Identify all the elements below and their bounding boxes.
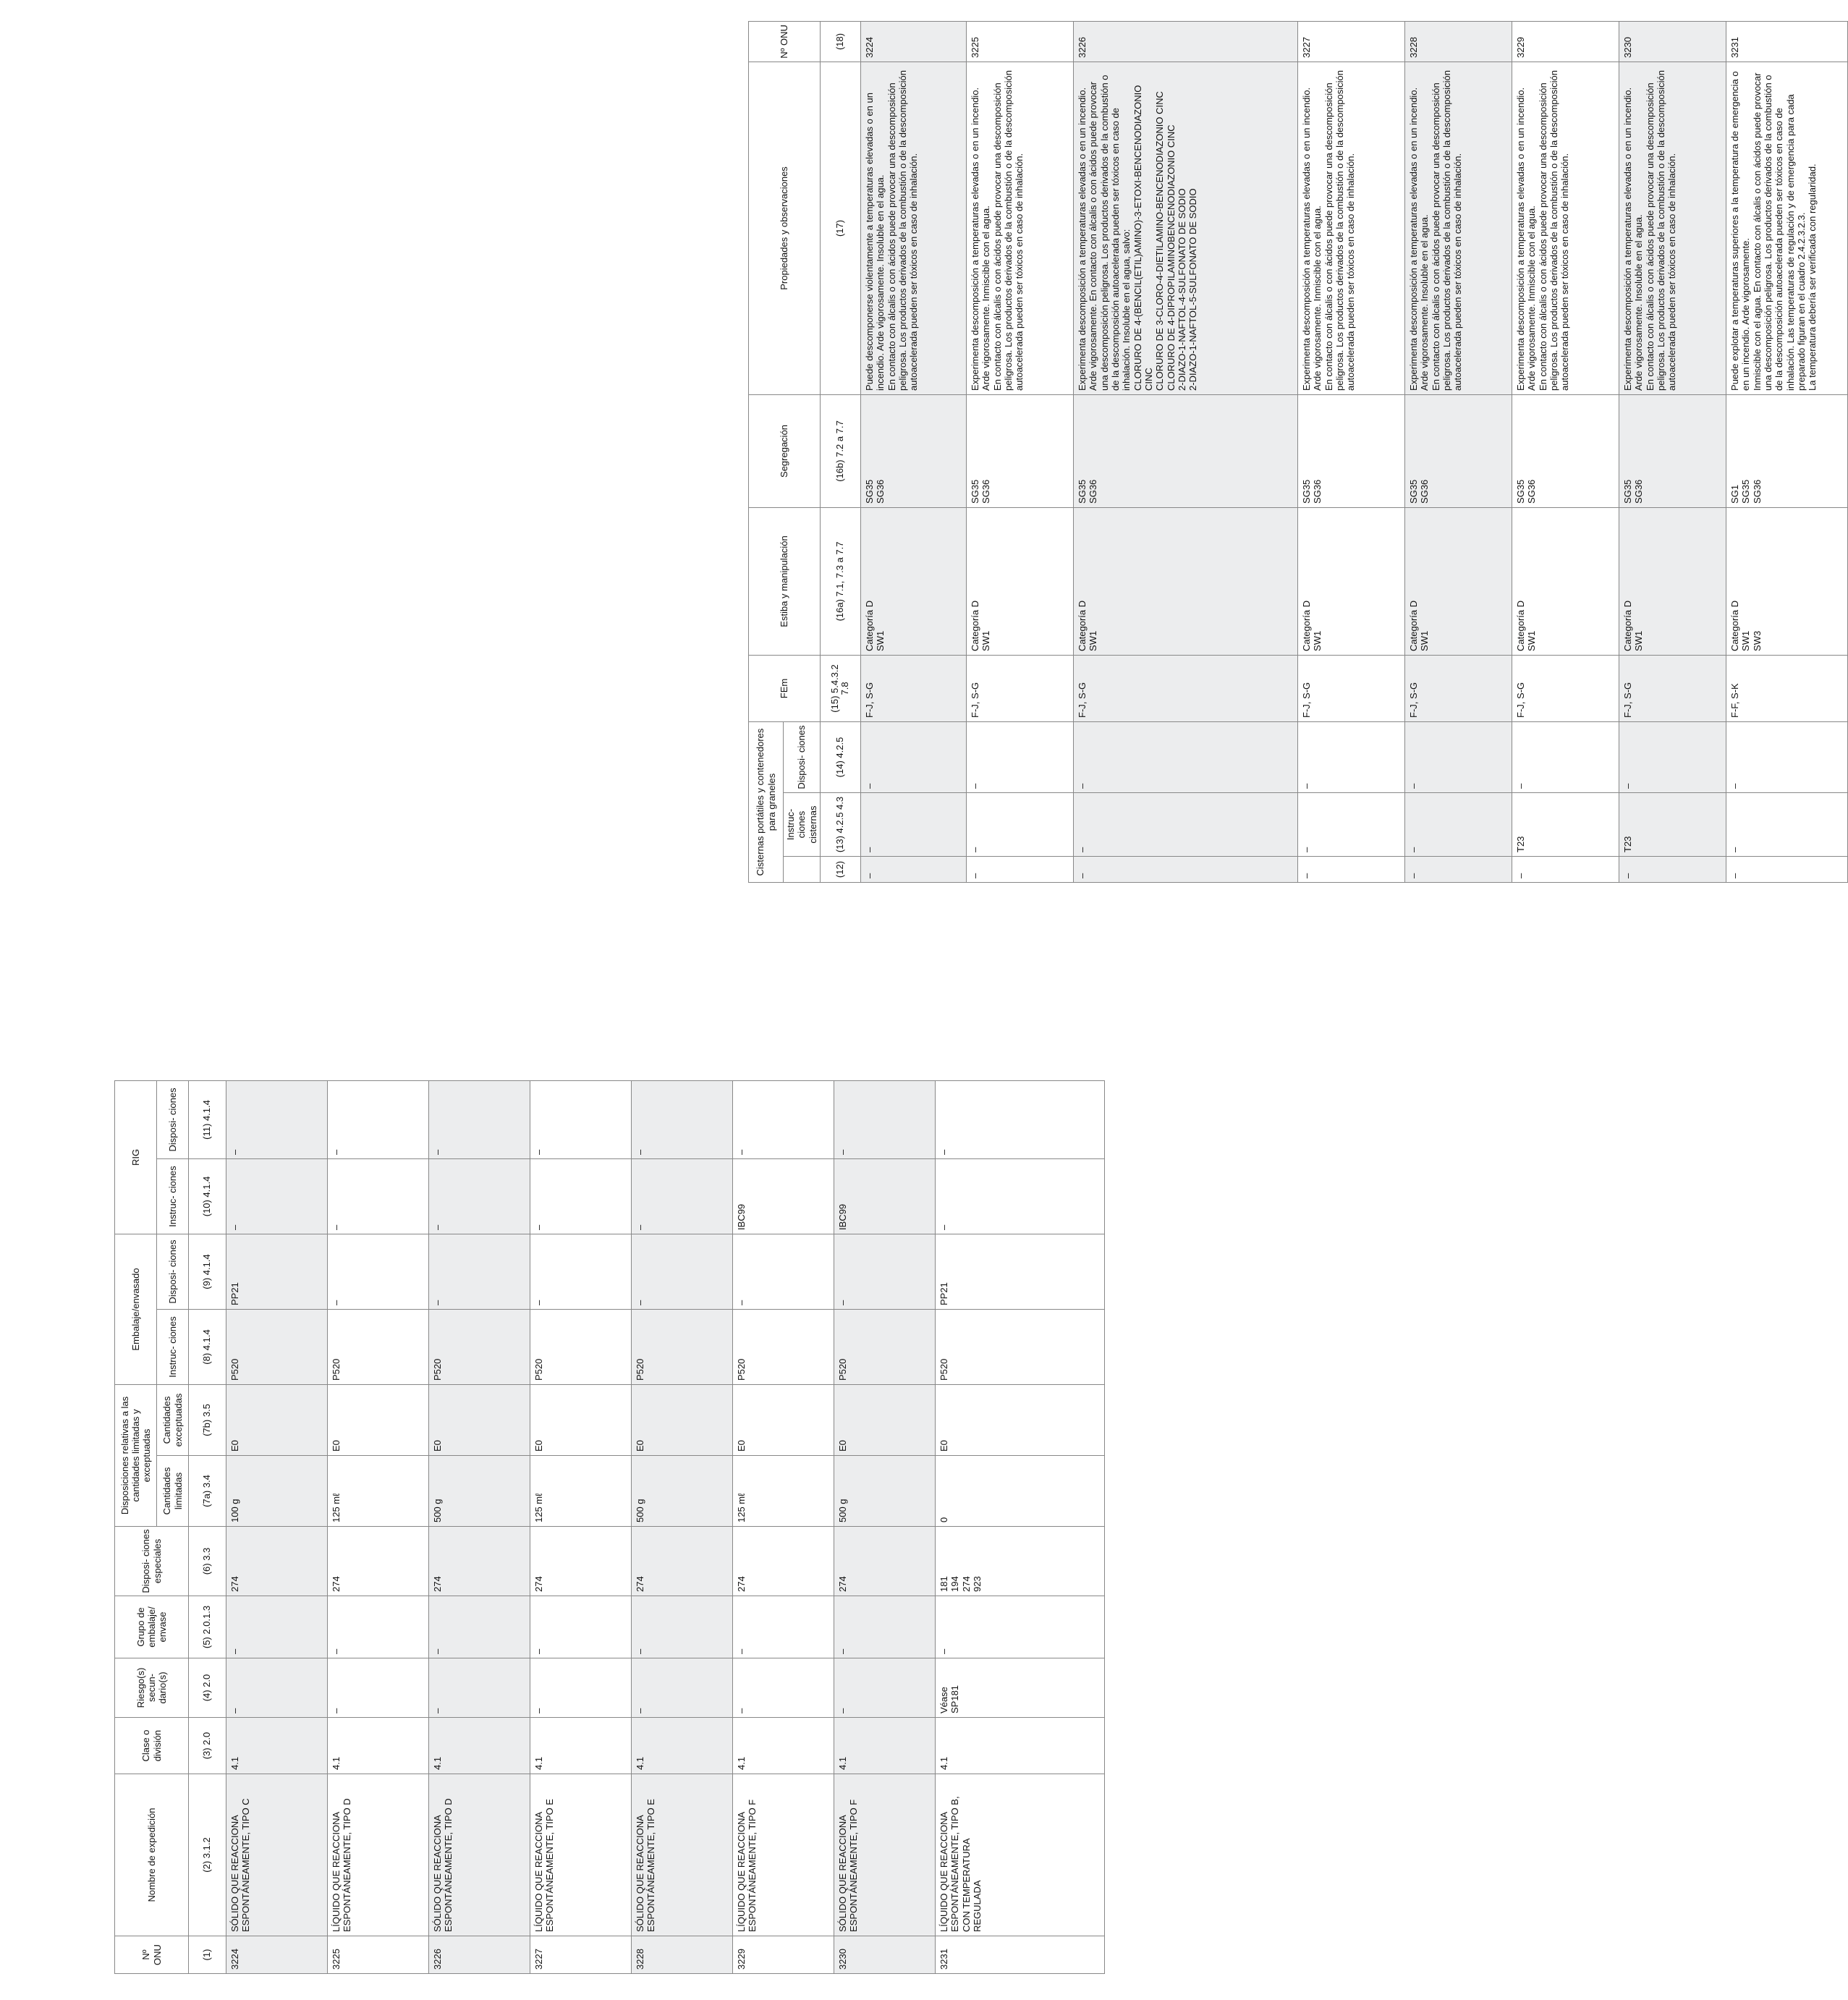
ref-18: (18)	[820, 21, 860, 62]
cell-packing-group: –	[530, 1596, 632, 1658]
ref-7a: (7a) 3.4	[189, 1456, 226, 1527]
table-row-left	[429, 1080, 530, 1973]
table-row-right	[1512, 21, 1619, 882]
cell-un-no-right: 3227	[1297, 21, 1404, 62]
cell-packing-group: –	[936, 1596, 1105, 1658]
ref-13: (13) 4.2.5 4.3	[820, 793, 860, 857]
cell-un-no-right: 3230	[1619, 21, 1726, 62]
ref-17: (17)	[820, 62, 860, 394]
cell-un-no: 3228	[632, 1936, 733, 1974]
cell-packaging-instruction: P520	[733, 1309, 834, 1384]
cell-tank-instruction: T23	[1619, 793, 1726, 857]
table-row-left	[226, 1080, 328, 1973]
header-segregation: Segregación	[749, 394, 821, 507]
cell-tank-provision: –	[1297, 721, 1404, 792]
header-un-no: Nº ONU	[115, 1936, 189, 1974]
cell-packaging-provision: PP21	[226, 1234, 328, 1309]
cell-segregation: SG35 SG36	[1619, 394, 1726, 507]
cell-subsidiary-risk: –	[429, 1658, 530, 1718]
header-packaging-instructions: Instruc- ciones	[157, 1309, 189, 1384]
ref-12: (12)	[820, 857, 860, 883]
cell-subsidiary-risk: Véase SP181	[936, 1658, 1105, 1718]
cell-ibc-provision: –	[733, 1080, 834, 1158]
cell-ems: F-J, S-G	[1404, 655, 1512, 721]
ref-5: (5) 2.0.1.3	[189, 1596, 226, 1658]
cell-un-no: 3226	[429, 1936, 530, 1974]
table-row-left	[632, 1080, 733, 1973]
cell-packaging-instruction: P520	[632, 1309, 733, 1384]
cell-tank-provision: –	[1073, 721, 1297, 792]
ref-1: (1)	[189, 1936, 226, 1974]
cell-limited-quantity: 500 g	[429, 1456, 530, 1527]
cell-tank-instruction: –	[1297, 793, 1404, 857]
cell-stowage: Categoría D SW1	[1619, 507, 1726, 655]
cell-class: 4.1	[530, 1718, 632, 1774]
cell-properties: Experimenta descomposición a temperaturas elevadas o en un incendio. Arde vigorosamente. Insoluble en el agua. En contacto con álcalis o con ácidos puede provocar una descomposición peligrosa. Los productos derivados de la combustión o de la descomposición autoacelerada pueden ser tóxicos en caso de inhalación.	[1619, 62, 1726, 394]
ref-10: (10) 4.1.4	[189, 1158, 226, 1234]
cell-segregation: SG35 SG36	[966, 394, 1073, 507]
cell-shipping-name: SÓLIDO QUE REACCIONA ESPONTÁNEAMENTE, TIPO C	[226, 1774, 328, 1936]
cell-ibc-instruction: –	[530, 1158, 632, 1234]
header-packing-group: Grupo de embalaje/ envase	[115, 1596, 189, 1658]
cell-stowage: Categoría D SW1	[1404, 507, 1512, 655]
header-tank-provisions: Disposi- ciones	[784, 721, 821, 792]
header-ibc: RIG	[115, 1080, 157, 1234]
cell-tank-instruction: –	[1726, 793, 1847, 857]
cell-excepted-quantity: E0	[226, 1384, 328, 1455]
cell-packing-group: –	[328, 1596, 429, 1658]
cell-un-no: 3225	[328, 1936, 429, 1974]
cell-class: 4.1	[226, 1718, 328, 1774]
cell-ibc-provision: –	[429, 1080, 530, 1158]
cell-excepted-quantity: E0	[429, 1384, 530, 1455]
cell-special-provisions: 274	[226, 1527, 328, 1596]
cell-excepted-quantity: E0	[530, 1384, 632, 1455]
cell-subsidiary-risk: –	[328, 1658, 429, 1718]
table-row-right	[860, 21, 966, 882]
cell-packing-group: –	[632, 1596, 733, 1658]
cell-packaging-instruction: P520	[936, 1309, 1105, 1384]
header-packaging: Embalaje/envasado	[115, 1234, 157, 1384]
cell-col-12: –	[1404, 857, 1512, 883]
header-excepted-quantities: Cantidades exceptuadas	[157, 1384, 189, 1455]
cell-col-12: –	[1297, 857, 1404, 883]
cell-ibc-instruction: –	[328, 1158, 429, 1234]
cell-ibc-instruction: –	[936, 1158, 1105, 1234]
cell-excepted-quantity: E0	[834, 1384, 936, 1455]
cell-ems: F-J, S-G	[860, 655, 966, 721]
cell-limited-quantity: 500 g	[632, 1456, 733, 1527]
cell-ems: F-J, S-G	[966, 655, 1073, 721]
cell-ibc-provision: –	[632, 1080, 733, 1158]
cell-ibc-instruction: IBC99	[834, 1158, 936, 1234]
header-limited-quantities: Cantidades limitadas	[157, 1456, 189, 1527]
ref-16b: (16b) 7.2 a 7.7	[820, 394, 860, 507]
cell-ems: F-F, S-K	[1726, 655, 1847, 721]
cell-packaging-instruction: P520	[834, 1309, 936, 1384]
cell-packing-group: –	[429, 1596, 530, 1658]
cell-un-no-right: 3226	[1073, 21, 1297, 62]
header-tank-blank	[784, 857, 821, 883]
cell-limited-quantity: 125 mℓ	[733, 1456, 834, 1527]
cell-packaging-instruction: P520	[429, 1309, 530, 1384]
cell-packing-group: –	[226, 1596, 328, 1658]
ref-6: (6) 3.3	[189, 1527, 226, 1596]
cell-tank-provision: –	[1726, 721, 1847, 792]
table-row-left	[530, 1080, 632, 1973]
header-tank-instructions: Instruc- ciones cisternas	[784, 793, 821, 857]
cell-shipping-name: LÍQUIDO QUE REACCIONA ESPONTÁNEAMENTE, TIPO F	[733, 1774, 834, 1936]
cell-class: 4.1	[834, 1718, 936, 1774]
cell-limited-quantity: 500 g	[834, 1456, 936, 1527]
cell-stowage: Categoría D SW1	[1073, 507, 1297, 655]
cell-packing-group: –	[834, 1596, 936, 1658]
table-row-left	[834, 1080, 936, 1973]
cell-un-no-right: 3228	[1404, 21, 1512, 62]
cell-ibc-provision: –	[530, 1080, 632, 1158]
cell-shipping-name: LÍQUIDO QUE REACCIONA ESPONTÁNEAMENTE, TIPO E	[530, 1774, 632, 1936]
dangerous-goods-list-right	[748, 21, 1848, 883]
cell-ibc-provision: –	[834, 1080, 936, 1158]
cell-col-12: –	[1619, 857, 1726, 883]
cell-segregation: SG1 SG35 SG36	[1726, 394, 1847, 507]
ref-8: (8) 4.1.4	[189, 1309, 226, 1384]
cell-segregation: SG35 SG36	[1073, 394, 1297, 507]
cell-properties: Experimenta descomposición a temperaturas elevadas o en un incendio. Arde vigorosamente. Inmiscible con el agua. En contacto con álcalis o con ácidos puede provocar una descomposición peligrosa. Los productos derivados de la combustión o de la descomposición autoacelerada pueden ser tóxicos en caso de inhalación.	[1297, 62, 1404, 394]
dangerous-goods-list-left	[114, 1080, 1105, 1974]
cell-ems: F-J, S-G	[1619, 655, 1726, 721]
cell-packaging-provision: –	[733, 1234, 834, 1309]
cell-shipping-name: SÓLIDO QUE REACCIONA ESPONTÁNEAMENTE, TIPO E	[632, 1774, 733, 1936]
header-ibc-instructions: Instruc- ciones	[157, 1158, 189, 1234]
cell-subsidiary-risk: –	[632, 1658, 733, 1718]
cell-subsidiary-risk: –	[834, 1658, 936, 1718]
table-row-right	[1619, 21, 1726, 882]
ref-15: (15) 5.4.3.2 7.8	[820, 655, 860, 721]
header-ibc-provisions: Disposi- ciones	[157, 1080, 189, 1158]
cell-shipping-name: SÓLIDO QUE REACCIONA ESPONTÁNEAMENTE, TIPO F	[834, 1774, 936, 1936]
cell-limited-quantity: 125 mℓ	[530, 1456, 632, 1527]
cell-segregation: SG35 SG36	[860, 394, 966, 507]
cell-special-provisions: 181 194 274 923	[936, 1527, 1105, 1596]
cell-ibc-provision: –	[328, 1080, 429, 1158]
cell-excepted-quantity: E0	[733, 1384, 834, 1455]
cell-tank-instruction: –	[1404, 793, 1512, 857]
cell-un-no: 3224	[226, 1936, 328, 1974]
header-un-no-right: Nº ONU	[749, 21, 821, 62]
cell-limited-quantity: 125 mℓ	[328, 1456, 429, 1527]
cell-ems: F-J, S-G	[1512, 655, 1619, 721]
header-properties: Propiedades y observaciones	[749, 62, 821, 394]
header-subsidiary-risk: Riesgo(s) secun- dario(s)	[115, 1658, 189, 1718]
cell-properties: Experimenta descomposición a temperaturas elevadas o en un incendio. Arde vigorosamente. Inmiscible con el agua. En contacto con álcalis o con ácidos puede provocar una descomposición peligrosa. Los productos derivados de la combustión o de la descomposición autoacelerada pueden ser tóxicos en caso de inhalación.	[966, 62, 1073, 394]
cell-class: 4.1	[936, 1718, 1105, 1774]
table-row-right	[1297, 21, 1404, 882]
right-table-panel	[748, 22, 1818, 883]
ref-9: (9) 4.1.4	[189, 1234, 226, 1309]
table-row-left	[328, 1080, 429, 1973]
cell-tank-provision: –	[1404, 721, 1512, 792]
cell-stowage: Categoría D SW1 SW3	[1726, 507, 1847, 655]
cell-class: 4.1	[328, 1718, 429, 1774]
cell-packaging-instruction: P520	[328, 1309, 429, 1384]
cell-packaging-provision: PP21	[936, 1234, 1105, 1309]
header-tanks: Cisternas portátiles y contenedores para graneles	[749, 721, 784, 882]
cell-packaging-provision: –	[632, 1234, 733, 1309]
cell-class: 4.1	[733, 1718, 834, 1774]
cell-special-provisions: 274	[530, 1527, 632, 1596]
cell-un-no: 3229	[733, 1936, 834, 1974]
cell-properties: Puede descomponerse violentamente a temperaturas elevadas o en un incendio. Arde vigorosamente. Insoluble en el agua. En contacto con álcalis o con ácidos puede provocar una descomposición peligrosa. Los productos derivados de la combustión o de la descomposición autoacelerada pueden ser tóxicos en caso de inhalación.	[860, 62, 966, 394]
table-row-right	[1404, 21, 1512, 882]
cell-ibc-instruction: –	[429, 1158, 530, 1234]
cell-class: 4.1	[632, 1718, 733, 1774]
cell-class: 4.1	[429, 1718, 530, 1774]
cell-col-12: –	[1726, 857, 1847, 883]
cell-segregation: SG35 SG36	[1404, 394, 1512, 507]
ref-3: (3) 2.0	[189, 1718, 226, 1774]
table-row-right	[966, 21, 1073, 882]
cell-un-no-right: 3229	[1512, 21, 1619, 62]
cell-tank-provision: –	[966, 721, 1073, 792]
cell-un-no: 3231	[936, 1936, 1105, 1974]
cell-shipping-name: LÍQUIDO QUE REACCIONA ESPONTÁNEAMENTE, TIPO B, CON TEMPERATURA REGULADA	[936, 1774, 1105, 1936]
cell-ibc-instruction: –	[632, 1158, 733, 1234]
cell-special-provisions: 274	[429, 1527, 530, 1596]
cell-excepted-quantity: E0	[632, 1384, 733, 1455]
cell-segregation: SG35 SG36	[1297, 394, 1404, 507]
cell-properties: Experimenta descomposición a temperaturas elevadas o en un incendio. Arde vigorosamente. En contacto con álcalis o con ácidos puede provocar una descomposición peligrosa. Los productos derivados de la combustión o de la descomposición autoacelerada pueden ser tóxicos en caso de inhalación. Insoluble en el agua, salvo: CLORURO DE 4-(BENCIL(ETIL)AMINO)-3-ETOXI-BENCENODIAZONIO CINC CLORURO DE 3-CLORO-4-DIETILAMINO-BENCENODIAZONIO CINC CLORURO DE 4-DIPROPILAMINOBENCENODIAZONIO CINC 2-DIAZO-1-NAFTOL-4-SULFONATO DE SODIO 2-DIAZO-1-NAFTOL-5-SULFONATO DE SODIO	[1073, 62, 1297, 394]
ref-4: (4) 2.0	[189, 1658, 226, 1718]
cell-limited-quantity: 100 g	[226, 1456, 328, 1527]
cell-tank-provision: –	[1619, 721, 1726, 792]
cell-un-no-right: 3225	[966, 21, 1073, 62]
cell-un-no-right: 3224	[860, 21, 966, 62]
header-stowage: Estiba y manipulación	[749, 507, 821, 655]
cell-special-provisions: 274	[733, 1527, 834, 1596]
header-packaging-provisions: Disposi- ciones	[157, 1234, 189, 1309]
table-row-right	[1726, 21, 1847, 882]
cell-stowage: Categoría D SW1	[1297, 507, 1404, 655]
header-limited-excepted: Disposiciones relativas a las cantidades limitadas y exceptuadas	[115, 1384, 157, 1526]
cell-subsidiary-risk: –	[226, 1658, 328, 1718]
cell-properties: Experimenta descomposición a temperaturas elevadas o en un incendio. Arde vigorosamente. Insoluble en el agua. En contacto con álcalis o con ácidos puede provocar una descomposición peligrosa. Los productos derivados de la combustión o de la descomposición autoacelerada pueden ser tóxicos en caso de inhalación.	[1404, 62, 1512, 394]
header-ems: FEm	[749, 655, 821, 721]
cell-packing-group: –	[733, 1596, 834, 1658]
cell-col-12: –	[1512, 857, 1619, 883]
cell-tank-provision: –	[860, 721, 966, 792]
cell-ibc-instruction: –	[226, 1158, 328, 1234]
ref-16a: (16a) 7.1, 7.3 a 7.7	[820, 507, 860, 655]
cell-excepted-quantity: E0	[328, 1384, 429, 1455]
cell-ems: F-J, S-G	[1073, 655, 1297, 721]
header-class: Clase o división	[115, 1718, 189, 1774]
cell-packaging-provision: –	[429, 1234, 530, 1309]
cell-stowage: Categoría D SW1	[1512, 507, 1619, 655]
cell-stowage: Categoría D SW1	[966, 507, 1073, 655]
ref-14: (14) 4.2.5	[820, 721, 860, 792]
cell-col-12: –	[860, 857, 966, 883]
cell-excepted-quantity: E0	[936, 1384, 1105, 1455]
header-shipping-name: Nombre de expedición	[115, 1774, 189, 1936]
cell-col-12: –	[1073, 857, 1297, 883]
cell-col-12: –	[966, 857, 1073, 883]
cell-un-no: 3227	[530, 1936, 632, 1974]
table-row-right	[1073, 21, 1297, 882]
cell-tank-instruction: –	[1073, 793, 1297, 857]
cell-limited-quantity: 0	[936, 1456, 1105, 1527]
cell-packaging-instruction: P520	[530, 1309, 632, 1384]
cell-subsidiary-risk: –	[733, 1658, 834, 1718]
cell-shipping-name: SÓLIDO QUE REACCIONA ESPONTÁNEAMENTE, TIPO D	[429, 1774, 530, 1936]
header-special-provisions: Disposi- ciones especiales	[115, 1527, 189, 1596]
cell-ems: F-J, S-G	[1297, 655, 1404, 721]
cell-ibc-provision: –	[226, 1080, 328, 1158]
ref-2: (2) 3.1.2	[189, 1774, 226, 1936]
table-row-left	[936, 1080, 1105, 1973]
cell-special-provisions: 274	[834, 1527, 936, 1596]
cell-segregation: SG35 SG36	[1512, 394, 1619, 507]
table-row-left	[733, 1080, 834, 1973]
cell-tank-provision: –	[1512, 721, 1619, 792]
cell-packaging-provision: –	[834, 1234, 936, 1309]
cell-properties: Puede explotar a temperaturas superiores a la temperatura de emergencia o en un incendio. Arde vigorosamente. Inmiscible con el agua. En contacto con álcalis o con ácidos puede provocar una descomposición peligrosa. Los productos derivados de la combustión o de la descomposición autoacelerada pueden ser tóxicos en caso de inhalación. Las temperaturas de regulación y de emergencia para cada preparado figuran en el cuadro 2.4.2.3.2.3. La temperatura debería ser verificada con regularidad.	[1726, 62, 1847, 394]
cell-subsidiary-risk: –	[530, 1658, 632, 1718]
left-table-panel	[114, 1081, 983, 1974]
cell-special-provisions: 274	[328, 1527, 429, 1596]
cell-tank-instruction: –	[860, 793, 966, 857]
ref-11: (11) 4.1.4	[189, 1080, 226, 1158]
cell-un-no-right: 3231	[1726, 21, 1847, 62]
cell-ibc-provision: –	[936, 1080, 1105, 1158]
cell-properties: Experimenta descomposición a temperaturas elevadas o en un incendio. Arde vigorosamente. Inmiscible con el agua. En contacto con álcalis o con ácidos puede provocar una descomposición peligrosa. Los productos derivados de la combustión o de la descomposición autoacelerada pueden ser tóxicos en caso de inhalación.	[1512, 62, 1619, 394]
cell-packaging-provision: –	[530, 1234, 632, 1309]
cell-packaging-instruction: P520	[226, 1309, 328, 1384]
cell-special-provisions: 274	[632, 1527, 733, 1596]
cell-tank-instruction: T23	[1512, 793, 1619, 857]
cell-un-no: 3230	[834, 1936, 936, 1974]
cell-stowage: Categoría D SW1	[860, 507, 966, 655]
cell-tank-instruction: –	[966, 793, 1073, 857]
ref-7b: (7b) 3.5	[189, 1384, 226, 1455]
cell-shipping-name: LÍQUIDO QUE REACCIONA ESPONTÁNEAMENTE, TIPO D	[328, 1774, 429, 1936]
cell-ibc-instruction: IBC99	[733, 1158, 834, 1234]
cell-packaging-provision: –	[328, 1234, 429, 1309]
